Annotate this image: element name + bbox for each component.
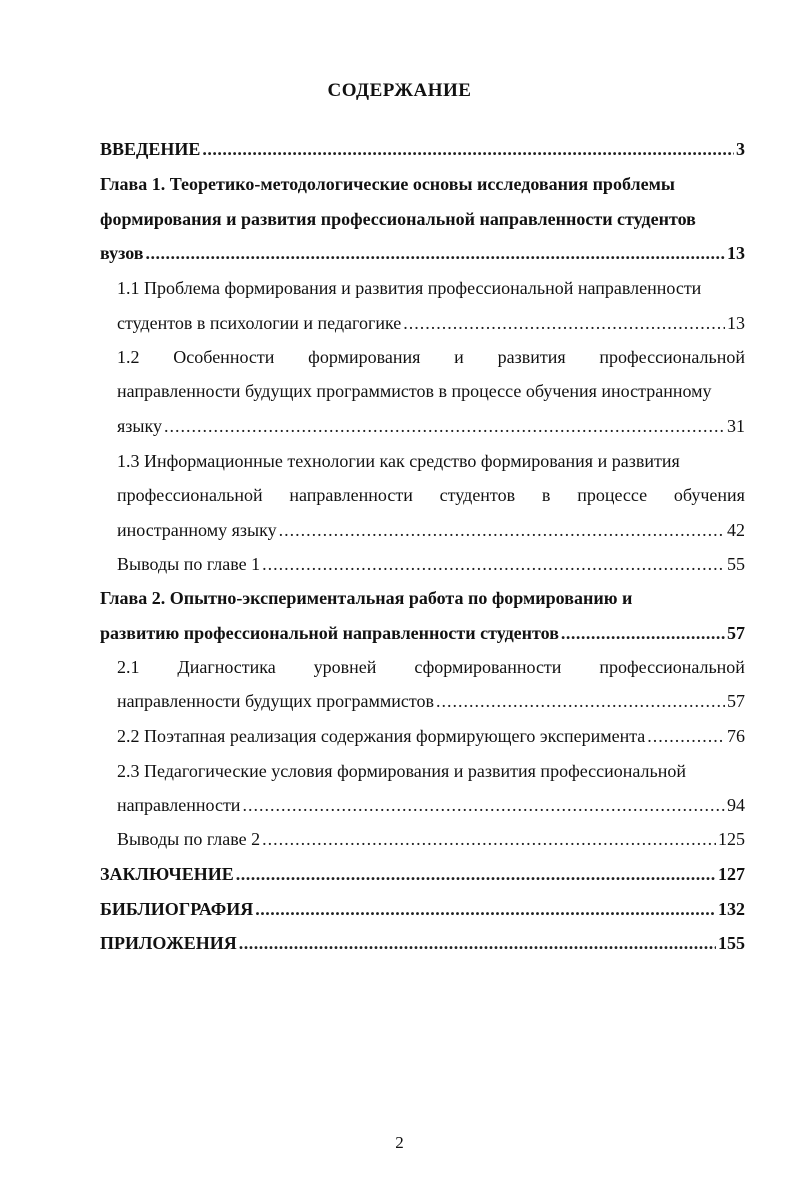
toc-entry-text: вузов	[100, 243, 144, 263]
toc-leader-dots	[239, 931, 716, 955]
toc-chapter-2-line-1	[100, 586, 745, 610]
toc-page-number: 55	[727, 554, 745, 574]
toc-leader-dots	[279, 518, 725, 542]
toc-section-1-1-line-2	[117, 311, 745, 335]
toc-section-2-3-line-1	[117, 759, 745, 783]
toc-entry-text: формирования и развития профессиональной направленности студентов	[100, 209, 696, 229]
toc-entry-text: Выводы по главе 1	[117, 554, 261, 574]
toc-word: студентов	[439, 485, 516, 505]
toc-section-1-2-line-3	[117, 414, 745, 438]
toc-section-1-1-line-1	[117, 276, 745, 300]
toc-leader-dots	[146, 241, 725, 265]
toc-section-2-1-line-2	[117, 689, 745, 713]
toc-entry-text: направленности будущих программистов в процессе обучения иностранному	[117, 381, 712, 401]
toc-section-2-2	[117, 724, 745, 748]
toc-word: и	[454, 347, 464, 367]
toc-leader-dots	[262, 552, 725, 576]
toc-leader-dots	[242, 793, 725, 817]
toc-page-number: 13	[727, 313, 745, 333]
toc-entry-text: Глава 2. Опытно-экспериментальная работа по формированию и	[100, 588, 633, 608]
toc-entry-appendices	[100, 931, 745, 955]
toc-entry-text: развитию профессиональной направленности студентов	[100, 623, 559, 643]
toc-entry-text: БИБЛИОГРАФИЯ	[100, 899, 254, 919]
toc-entry-text: Глава 1. Теоретико-методологические основы исследования проблемы	[100, 174, 675, 194]
toc-word: Особенности	[173, 347, 275, 367]
toc-leader-dots	[255, 897, 716, 921]
toc-title: СОДЕРЖАНИЕ	[327, 80, 472, 101]
toc-leader-dots	[436, 689, 725, 713]
page-number: 2	[395, 1133, 404, 1152]
toc-leader-dots	[647, 724, 725, 748]
toc-leader-dots	[202, 137, 734, 161]
toc-entry-conclusion	[100, 862, 745, 886]
toc-entry-bibliography	[100, 897, 745, 921]
toc-word: 2.1	[117, 657, 140, 677]
toc-word: формирования	[308, 347, 421, 367]
toc-leader-dots	[164, 414, 725, 438]
toc-page-number: 155	[718, 933, 745, 953]
toc-entry-text: направленности	[117, 795, 241, 815]
toc-entry-text: ПРИЛОЖЕНИЯ	[100, 933, 237, 953]
toc-leader-dots	[403, 311, 725, 335]
toc-chapter-1-line-2	[100, 207, 745, 231]
toc-entry-introduction	[100, 137, 745, 161]
toc-word: профессиональной	[599, 347, 745, 367]
toc-word: обучения	[673, 485, 745, 505]
toc-page-number: 76	[727, 726, 745, 746]
toc-chapter-1-line-3	[100, 241, 745, 265]
toc-section-1-2-line-2	[117, 379, 745, 403]
toc-page-number: 13	[727, 243, 745, 263]
toc-section-1-3-line-2	[117, 483, 745, 507]
toc-page-number: 3	[736, 139, 745, 159]
toc-page-number: 57	[727, 623, 745, 643]
toc-conclusions-chapter-1	[117, 552, 745, 576]
toc-entry-text: Выводы по главе 2	[117, 829, 261, 849]
toc-section-2-3-line-2	[117, 793, 745, 817]
toc-leader-dots	[262, 827, 716, 851]
toc-entry-text: ЗАКЛЮЧЕНИЕ	[100, 864, 234, 884]
toc-word: уровней	[313, 657, 377, 677]
toc-section-1-3-line-3	[117, 518, 745, 542]
toc-leader-dots	[561, 621, 725, 645]
toc-entry-text: ВВЕДЕНИЕ	[100, 139, 201, 159]
toc-word: Диагностика	[177, 657, 276, 677]
toc-word: 1.2	[117, 347, 140, 367]
toc-word: в	[541, 485, 551, 505]
toc-section-1-3-line-1	[117, 449, 745, 473]
toc-leader-dots	[236, 862, 716, 886]
toc-page-number: 57	[727, 691, 745, 711]
toc-page-number: 94	[727, 795, 745, 815]
toc-entry-text: языку	[117, 416, 162, 436]
toc-section-1-2-line-1	[117, 345, 745, 369]
toc-word: направленности	[289, 485, 413, 505]
toc-word: развития	[497, 347, 566, 367]
toc-entry-text: студентов в психологии и педагогике	[117, 313, 402, 333]
toc-page-number: 42	[727, 520, 745, 540]
toc-word: сформированности	[414, 657, 562, 677]
toc-section-2-1-line-1	[117, 655, 745, 679]
toc-entry-text: иностранному языку	[117, 520, 277, 540]
toc-word: профессиональной	[599, 657, 745, 677]
toc-entry-text: 1.3 Информационные технологии как средство формирования и развития	[117, 451, 680, 471]
toc-entry-text: 2.3 Педагогические условия формирования и развития профессиональной	[117, 761, 687, 781]
toc-page-number: 127	[718, 864, 745, 884]
toc-page-number: 132	[718, 899, 745, 919]
toc-page-number: 125	[718, 829, 745, 849]
toc-page-number: 31	[727, 416, 745, 436]
toc-word: процессе	[577, 485, 648, 505]
toc-conclusions-chapter-2	[117, 827, 745, 851]
toc-chapter-1-line-1	[100, 172, 745, 196]
toc-entry-text: направленности будущих программистов	[117, 691, 434, 711]
toc-entry-text: 2.2 Поэтапная реализация содержания формирующего эксперимента	[117, 726, 646, 746]
toc-chapter-2-line-2	[100, 621, 745, 645]
toc-entry-text: 1.1 Проблема формирования и развития профессиональной направленности	[117, 278, 702, 298]
toc-word: профессиональной	[117, 485, 263, 505]
